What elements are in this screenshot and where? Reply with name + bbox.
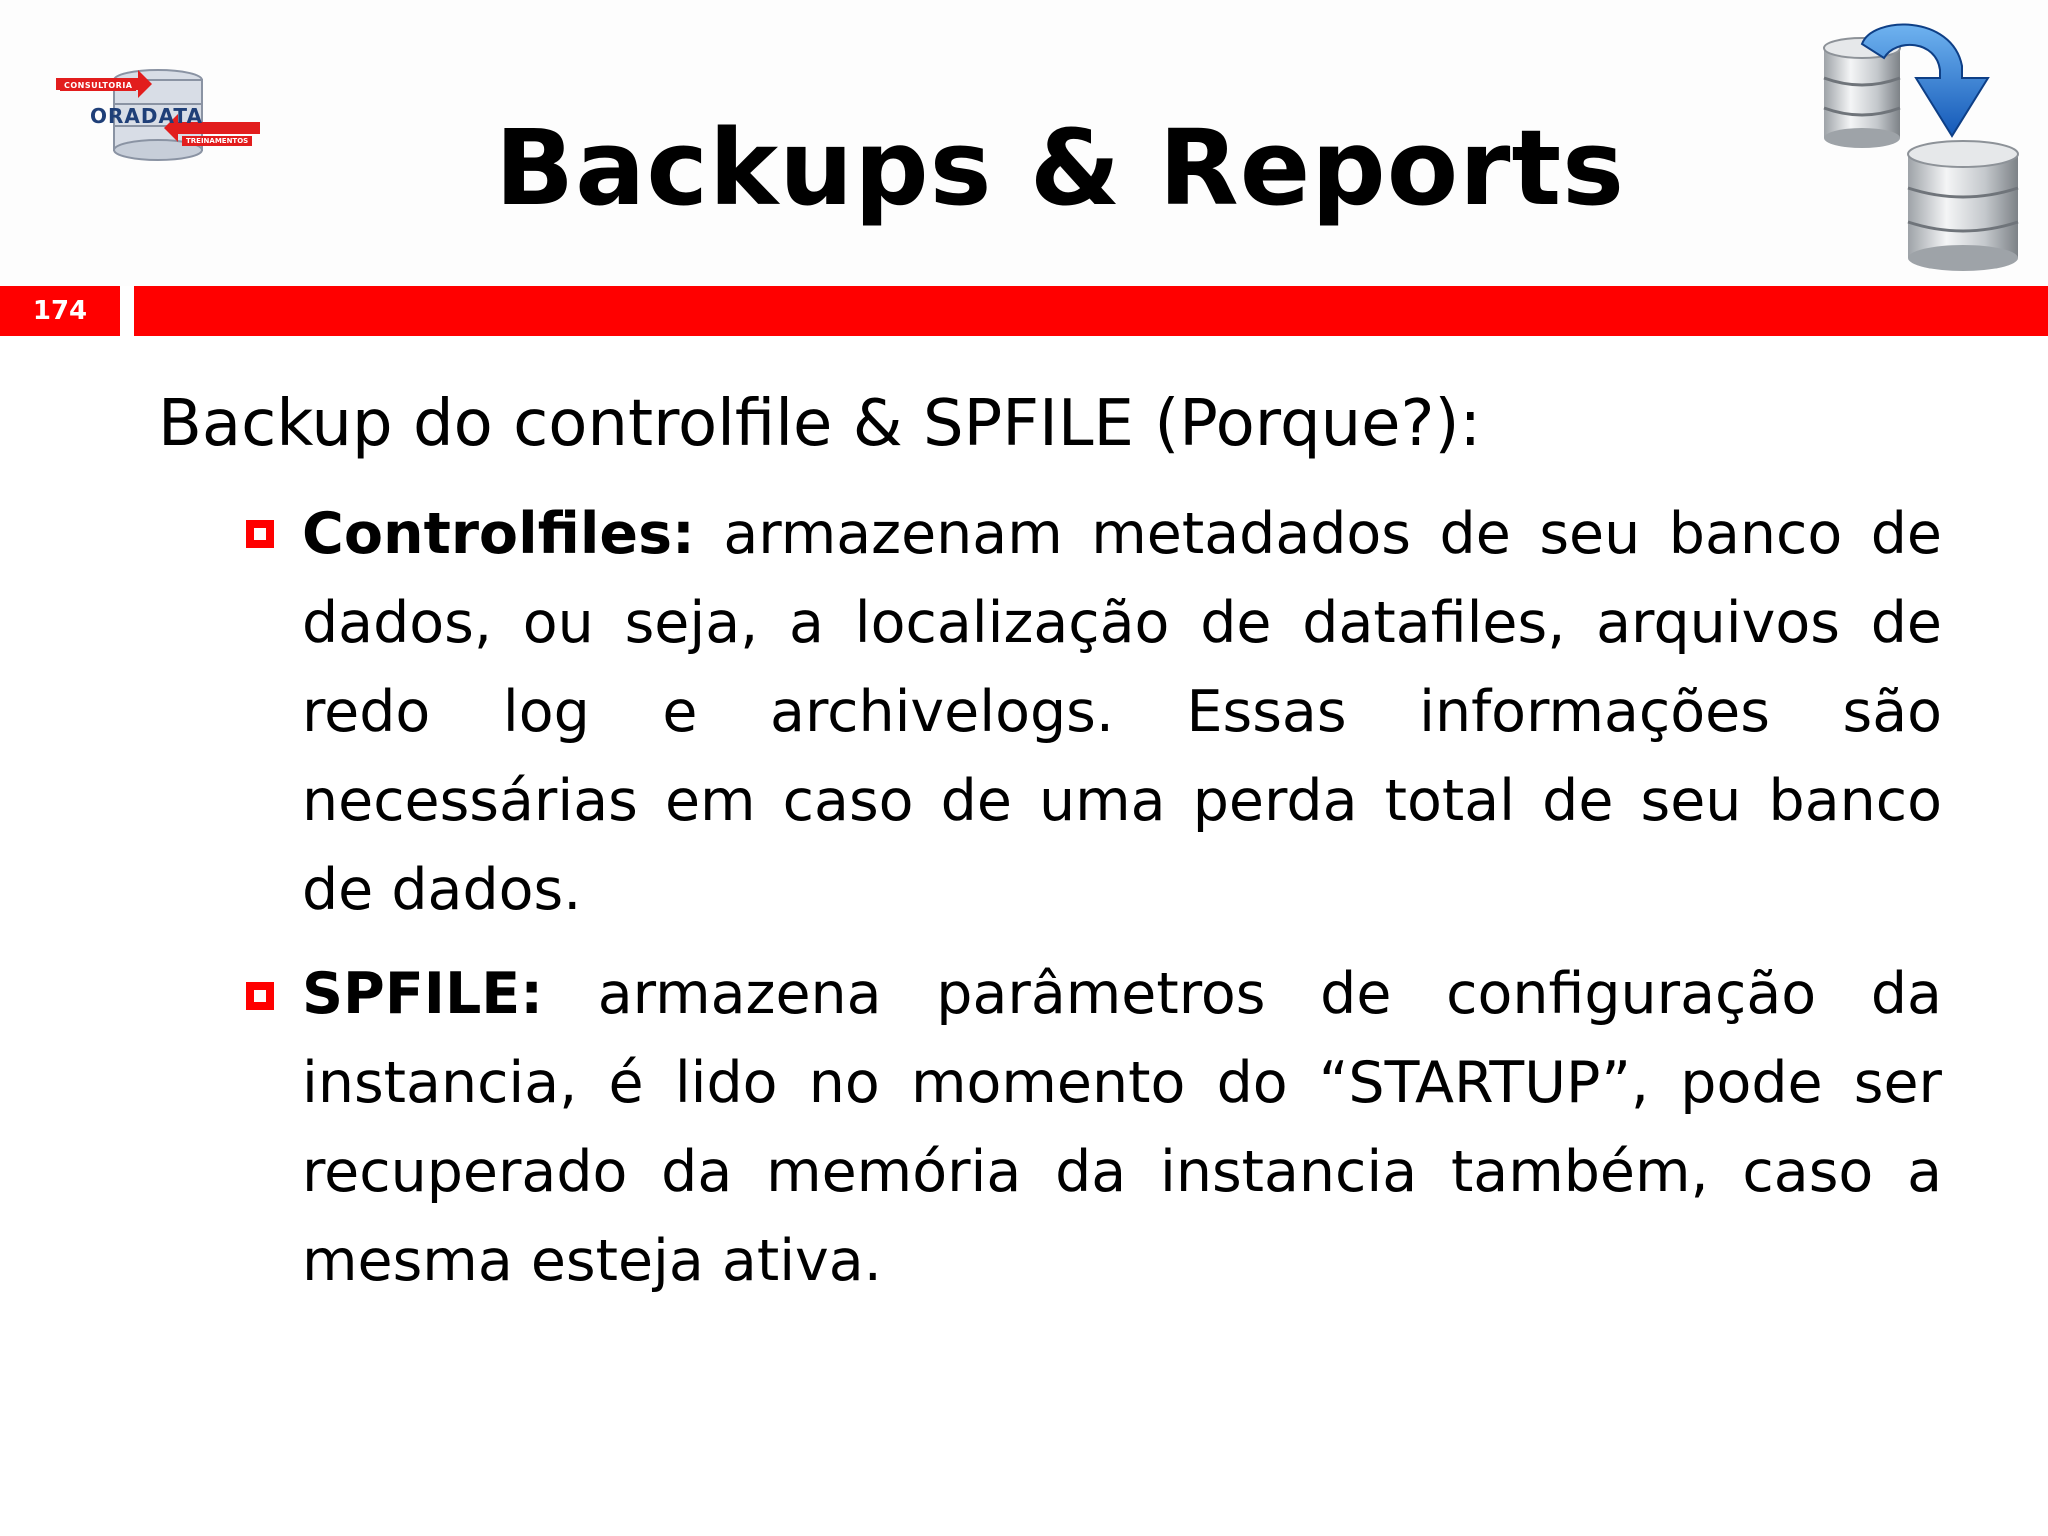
- content-heading: Backup do controlfile & SPFILE (Porque?):: [158, 387, 1481, 461]
- logo-main-text: ORADATA: [90, 104, 203, 128]
- bullet-controlfiles: [302, 490, 1942, 935]
- header-divider-bar: [134, 286, 2048, 336]
- bullet-term: SPFILE:: [302, 961, 544, 1027]
- bullet-text: armazenam metadados de seu banco de dados, ou seja, a localização de datafiles, arquivos de redo log e archivelogs. Essas informações são necessárias em caso de uma perda total de seu banco de dados.: [302, 501, 1942, 923]
- bullet-square-icon: [246, 982, 274, 1010]
- slide-title: Backups & Reports: [494, 107, 1626, 229]
- logo-bottom-text: TREINAMENTOS: [182, 136, 252, 146]
- bullet-term: Controlfiles:: [302, 501, 695, 567]
- bullet-square-icon: [246, 520, 274, 548]
- bullet-text: armazena parâmetros de configuração da instancia, é lido no momento do “STARTUP”, pode ser recuperado da memória da instancia também, caso a mesma esteja ativa.: [302, 961, 1942, 1294]
- slide-number: 174: [32, 296, 88, 326]
- logo-top-text: CONSULTORIA: [60, 80, 136, 91]
- database-backup-icon: [1812, 14, 2032, 274]
- bullet-spfile: [302, 950, 1942, 1306]
- oradata-logo: [52, 66, 264, 166]
